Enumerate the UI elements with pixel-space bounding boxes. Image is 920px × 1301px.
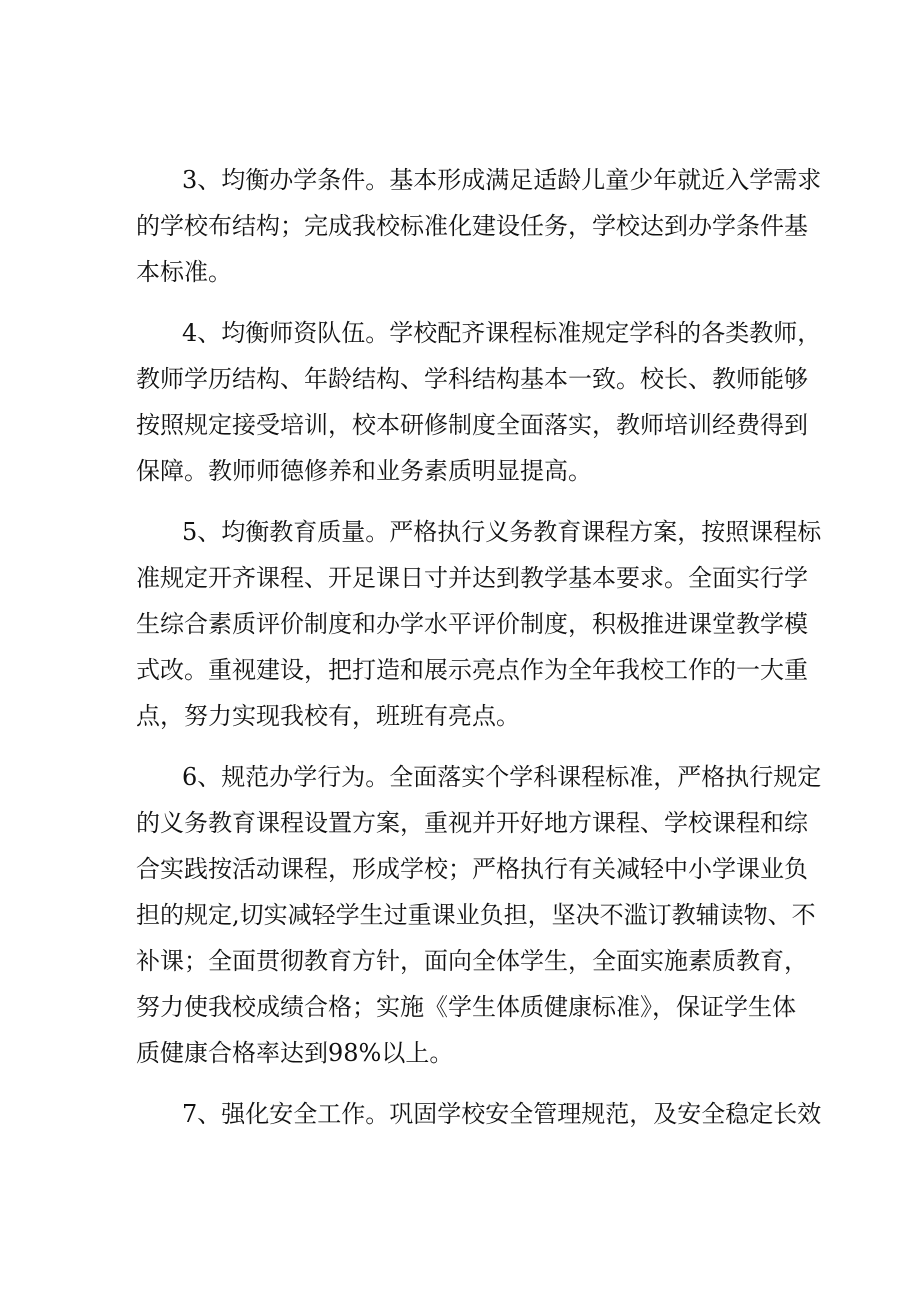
text-line: 担的规定,切实减轻学生过重课业负担，坚决不滥订教辅读物、不 <box>136 901 816 929</box>
text-line: 准规定开齐课程、开足课日寸并达到教学基本要求。全面实行学 <box>136 564 808 592</box>
text-line: 保障。教师师德修养和业务素质明显提高。 <box>136 457 592 485</box>
text-line: 质健康合格率达到98%以上。 <box>136 1039 454 1067</box>
text-line: 努力使我校成绩合格；实施《学生体质健康标准》，保证学生体 <box>136 993 796 1021</box>
text-line: 的学校布结构；完成我校标准化建设任务，学校达到办学条件基 <box>136 212 808 240</box>
text-line: 7、强化安全工作。巩固学校安全管理规范，及安全稳定长效 <box>182 1100 822 1128</box>
text-line: 按照规定接受培训，校本研修制度全面落实，教师培训经费得到 <box>136 411 808 439</box>
text-line: 本标准。 <box>136 258 232 286</box>
text-line: 6、规范办学行为。全面落实个学科课程标准，严格执行规定 <box>182 763 822 791</box>
text-line: 合实践按活动课程，形成学校；严格执行有关减轻中小学课业负 <box>136 855 808 883</box>
text-line: 点，努力实现我校有，班班有亮点。 <box>136 702 520 730</box>
text-line: 3、均衡办学条件。基本形成满足适龄儿童少年就近入学需求 <box>182 166 822 194</box>
text-line: 4、均衡师资队伍。学校配齐课程标准规定学科的各类教师， <box>182 319 822 347</box>
text-line: 的义务教育课程设置方案，重视并开好地方课程、学校课程和综 <box>136 809 808 837</box>
text-line: 5、均衡教育质量。严格执行义务教育课程方案，按照课程标 <box>182 518 822 546</box>
text-line: 生综合素质评价制度和办学水平评价制度，积极推进课堂教学模 <box>136 610 808 638</box>
text-line: 教师学历结构、年龄结构、学科结构基本一致。校长、教师能够 <box>136 365 808 393</box>
text-line: 补课；全面贯彻教育方针，面向全体学生，全面实施素质教育， <box>136 947 808 975</box>
text-line: 式改。重视建设，把打造和展示亮点作为全年我校工作的一大重 <box>136 656 808 684</box>
